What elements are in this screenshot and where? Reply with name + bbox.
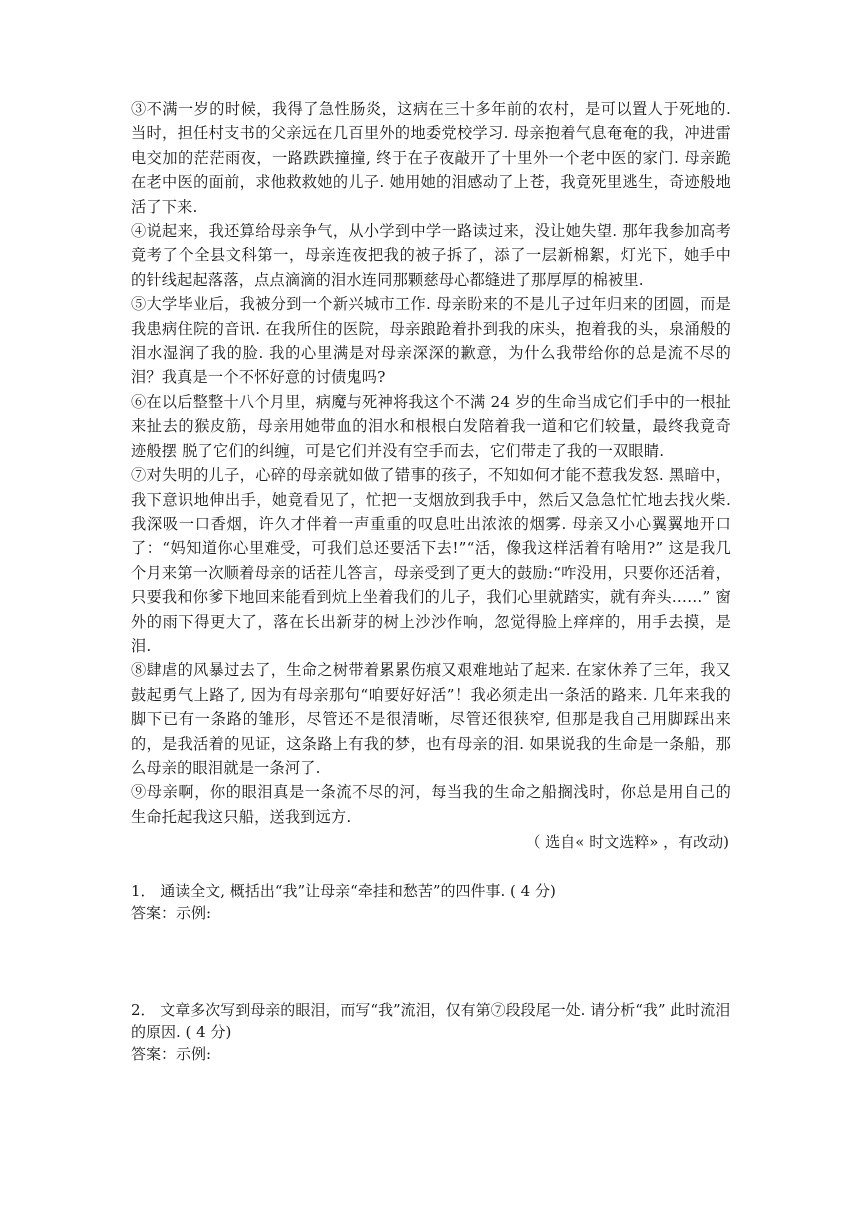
paragraph-3: ③不满一岁的时候，我得了急性肠炎，这病在三十多年前的农村，是可以置人于死地的. 当时，担任村支书的父亲远在几百里外的地委党校学习. 母亲抱着气息奄奄的我，冲进雷电交加的茫茫雨夜，一路跌跌撞撞, 终于在子夜敲开了十里外一个老中医的家门. 母亲跪在老中医的面前，求他救救她的儿子. 她用她的泪感动了上苍，我竟死里逃生，奇迹般地活了下来. <box>131 100 731 216</box>
paragraph-8: ⑧肆虐的风暴过去了，生命之树带着累累伤痕又艰难地站了起来. 在家休养了三年，我又鼓起勇气上路了, 因为有母亲那句“咱要好好活”！我必须走出一条活的路来. 几年来我的脚下已有一条路的雏形，尽管还不是很清晰，尽管还很狭窄, 但那是我自己用脚踩出来的，是我活着的见证，这条路上有我的梦，也有母亲的泪. 如果说我的生命是一条船，那么母亲的眼泪就是一条河了. <box>131 661 731 777</box>
paragraph-5: ⑤大学毕业后，我被分到一个新兴城市工作. 母亲盼来的不是儿子过年归来的团圆，而是我患病住院的音讯. 在我所住的医院，母亲踉跄着扑到我的床头，抱着我的头，泉涌般的泪水湿润了我的脸. 我的心里满是对母亲深深的歉意，为什么我带给你的总是流不尽的泪？我真是一个不怀好意的讨债鬼吗? <box>131 295 731 387</box>
question-1-answer: 答案：示例: <box>131 904 212 923</box>
paragraph-9: ⑨母亲啊，你的眼泪真是一条流不尽的河，每当我的生命之船搁浅时，你总是用自己的生命托起我这只船，送我到远方. <box>131 783 731 826</box>
question-2 <box>131 999 731 1065</box>
question-2-text: 2． 文章多次写到母亲的眼泪，而写“我”流泪，仅有第⑦段段尾一处. 请分析“我” 此时流泪的原因. ( 4 分) <box>131 1001 731 1042</box>
question-1-text: 1． 通读全文, 概括出“我”让母亲“牵挂和愁苦”的四件事. ( 4 分) <box>131 882 556 901</box>
paragraph-6: ⑥在以后整整十八个月里，病魔与死神将我这个不满 24 岁的生命当成它们手中的一根扯来扯去的猴皮筋，母亲用她带血的泪水和根根白发陪着我一道和它们较量，最终我竟奇迹般摆 脱了它们的纠缠，可是它们并没有空手而去，它们带走了我的一双眼睛. <box>131 392 731 460</box>
paragraph-7: ⑦对失明的儿子，心碎的母亲就如做了错事的孩子，不知如何才能不惹我发怒. 黑暗中，我下意识地伸出手，她竟看见了，忙把一支烟放到我手中，然后又急急忙忙地去找火柴. 我深吸一口香烟，许久才伴着一声重重的叹息吐出浓浓的烟雾. 母亲又小心翼翼地开口了：“妈知道你心里难受，可我们总还要活下去!”“活，像我这样活着有啥用?” 这是我几个月来第一次顺着母亲的话茬儿答言，母亲受到了更大的鼓励:“咋没用，只要你还活着，只要我和你爹下地回来能看到炕上坐着我们的儿子，我们心里就踏实，就有奔头……” 窗外的雨下得更大了，落在长出新芽的树上沙沙作响，忽觉得脸上痒痒的，用手去摸，是泪. <box>131 466 731 655</box>
question-1 <box>131 880 731 924</box>
passage <box>131 97 731 854</box>
paragraph-4: ④说起来，我还算给母亲争气，从小学到中学一路读过来，没让她失望. 那年我参加高考竟考了个全县文科第一，母亲连夜把我的被子拆了，添了一层新棉絮，灯光下，她手中的针线起起落落，点点滴滴的泪水连同那颗慈母心都缝进了那厚厚的棉被里. <box>131 222 731 289</box>
document-page <box>131 97 731 1065</box>
source-citation: （ 选自« 时文选粹» ，有改动) <box>525 833 729 852</box>
question-2-answer: 答案：示例: <box>131 1045 212 1064</box>
